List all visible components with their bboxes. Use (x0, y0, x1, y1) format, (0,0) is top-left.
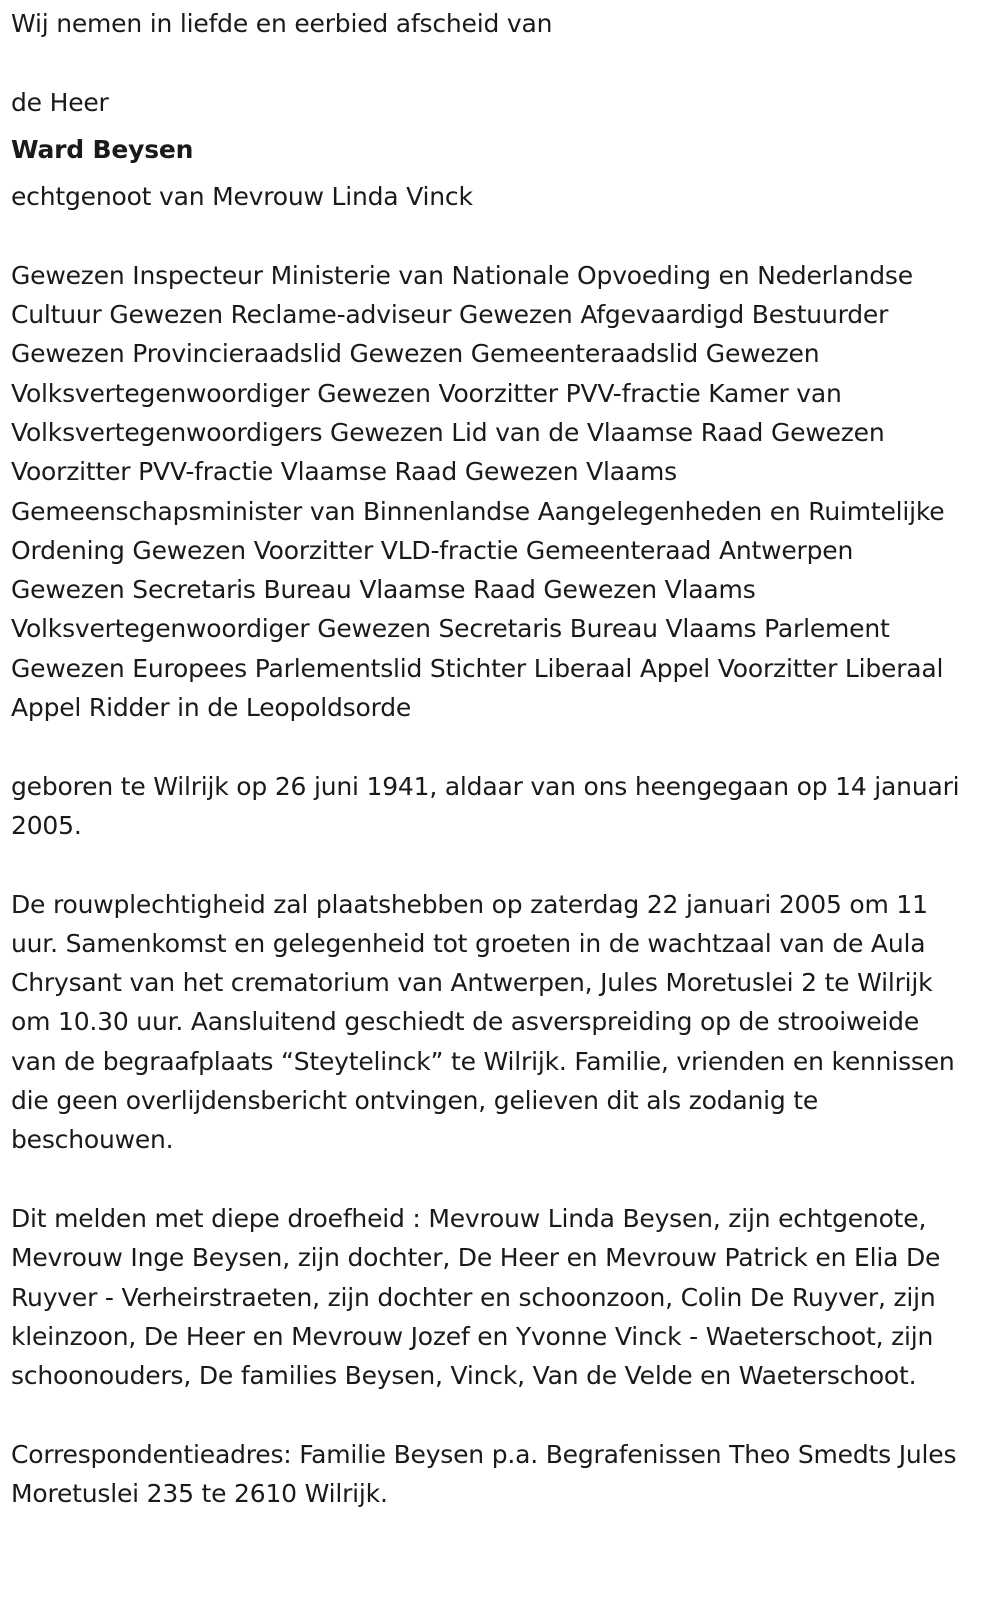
spacer (11, 43, 991, 82)
salutation: de Heer (11, 87, 109, 117)
spacer (11, 169, 991, 177)
birth-death-paragraph: geboren te Wilrijk op 26 juni 1941, aldaar van ons heengegaan op 14 januari 2005. (11, 771, 960, 840)
spacer (11, 1395, 991, 1434)
spacer (11, 1160, 991, 1199)
spacer (11, 845, 991, 884)
spacer (11, 727, 991, 766)
correspondence-paragraph: Correspondentieadres: Familie Beysen p.a. Begrafenissen Theo Smedts Jules Moretuslei 235 te 2610 Wilrijk. (11, 1439, 957, 1508)
titles-paragraph: Gewezen Inspecteur Ministerie van Nationale Opvoeding en Nederlandse Cultuur Gewezen Reclame-adviseur Gewezen Afgevaardigd Bestuurder Gewezen Provincieraadslid Gewezen Gemeenteraadslid Gewezen Volksvertegenwoordiger Gewezen Voorzitter PVV-fractie Kamer van Volksvertegenwoordigers Gewezen Lid van de Vlaamse Raad Gewezen Voorzitter PVV-fractie Vlaamse Raad Gewezen Vlaams Gemeenschapsminister van Binnenlandse Aangelegenheden en Ruimtelijke Ordening Gewezen Voorzitter VLD-fractie Gemeenteraad Antwerpen Gewezen Secretaris Bureau Vlaamse Raad Gewezen Vlaams Volksvertegenwoordiger Gewezen Secretaris Bureau Vlaams Parlement Gewezen Europees Parlementslid Stichter Liberaal Appel Voorzitter Liberaal Appel Ridder in de Leopoldsorde (11, 260, 945, 723)
mourners-paragraph: Dit melden met diepe droefheid : Mevrouw Linda Beysen, zijn echtgenote, Mevrouw Inge Beysen, zijn dochter, De Heer en Mevrouw Patrick en Elia De Ruyver - Verheirstraeten, zijn dochter en schoonzoon, Colin De Ruyver, zijn kleinzoon, De Heer en Mevrouw Jozef en Yvonne Vinck - Waeterschoot, zijn schoonouders, De families Beysen, Vinck, Van de Velde en Waeterschoot. (11, 1203, 941, 1391)
spacer (11, 216, 991, 255)
spacer (11, 122, 991, 130)
deceased-name: Ward Beysen (11, 134, 194, 164)
spouse-line: echtgenoot van Mevrouw Linda Vinck (11, 182, 473, 212)
intro-text: Wij nemen in liefde en eerbied afscheid van (11, 9, 553, 38)
ceremony-paragraph: De rouwplechtigheid zal plaatshebben op zaterdag 22 januari 2005 om 11 uur. Samenkomst en gelegenheid tot groeten in de wachtzaal van de Aula Chrysant van het crematorium van Antwerpen, Jules Moretuslei 2 te Wilrijk om 10.30 uur. Aansluitend geschiedt de asverspreiding op de strooiweide van de begraafplaats “Steytelinck” te Wilrijk. Familie, vrienden en kennissen die geen overlijdensbericht ontvingen, gelieven dit als zodanig te beschouwen. (11, 889, 955, 1155)
